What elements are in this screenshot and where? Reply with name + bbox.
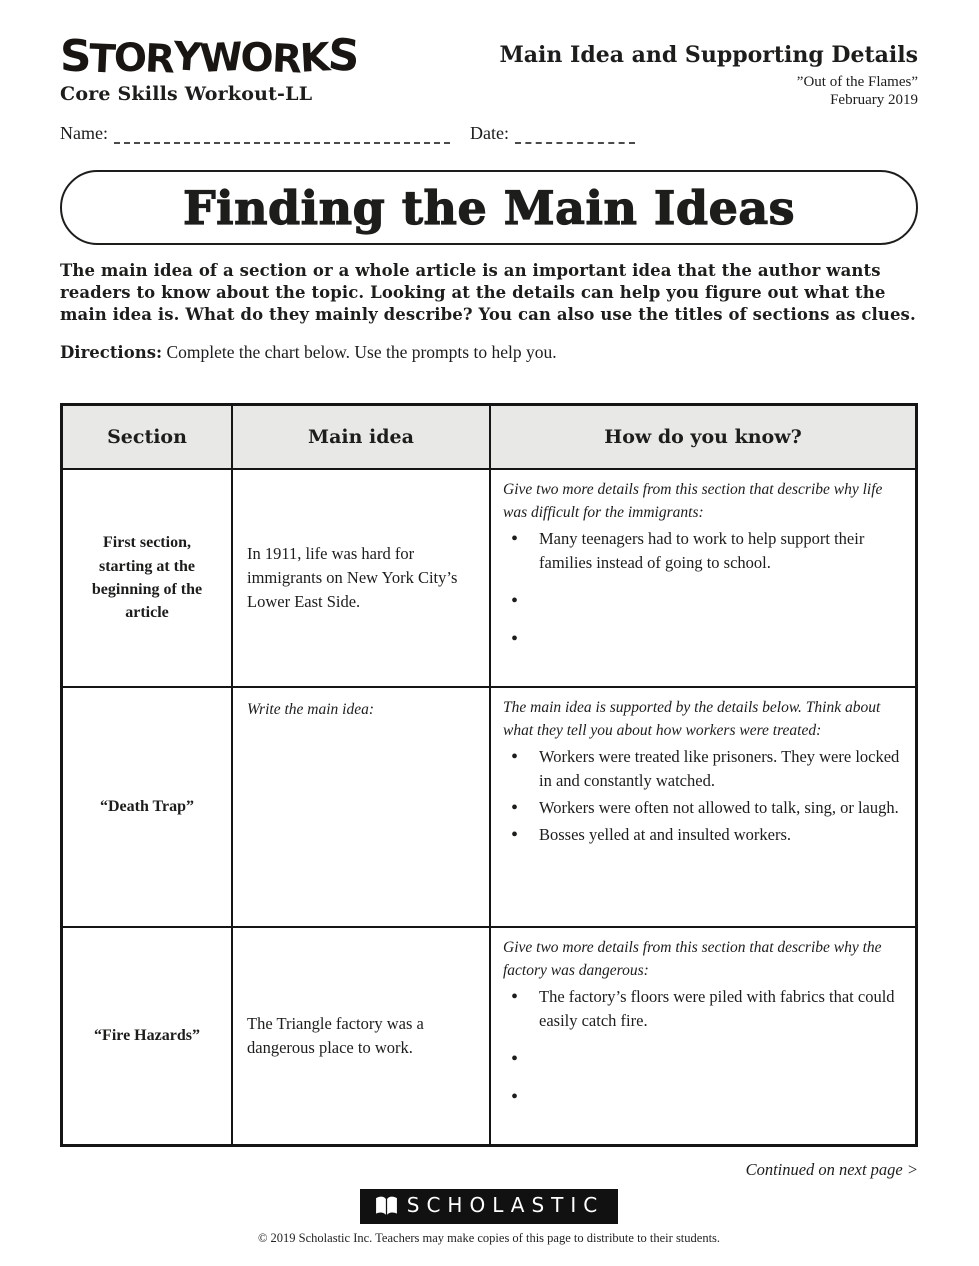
how-know-prompt: The main idea is supported by the details below. Think about what they tell you about how workers were treated: (503, 698, 881, 740)
detail-list (503, 745, 903, 847)
detail-item-blank (503, 1085, 903, 1109)
table-row (63, 468, 915, 686)
header-section: Section (63, 406, 231, 468)
how-know-cell (489, 686, 915, 926)
date-label: Date: (469, 123, 509, 143)
detail-item: • Workers were often not allowed to talk, sing, or laugh. (503, 796, 903, 820)
detail-item: • The factory’s floors were piled with fabrics that could easily catch fire. (503, 985, 903, 1033)
section-cell: “Death Trap” (63, 686, 231, 926)
directions-label: Directions: (60, 342, 163, 362)
main-idea-cell (231, 926, 489, 1144)
continued-note: Continued on next page > (745, 1159, 918, 1179)
detail-item: • Many teenagers had to work to help support their families instead of going to school. (503, 527, 903, 575)
name-label: Name: (60, 123, 108, 143)
table-row (63, 686, 915, 926)
detail-list (503, 527, 903, 651)
main-idea-prompt: Write the main idea: (247, 700, 374, 718)
intro-paragraph: The main idea of a section or a whole article is an important idea that the author wants readers to know about the topic. Looking at the details can help you figure out what the main idea is. What do they mainly describe? You can also use the titles of sections as clues. (60, 261, 916, 324)
brand-block (60, 29, 360, 105)
header-main-idea: Main idea (231, 406, 489, 468)
page-title: Finding the Main Ideas (182, 180, 796, 235)
table-row (63, 926, 915, 1144)
detail-list (503, 985, 903, 1109)
scholastic-wordmark: SCHOLASTIC (406, 1193, 605, 1218)
directions-text: Complete the chart below. Use the prompts to help you. (162, 341, 557, 362)
skill-title: Main Idea and Supporting Details (499, 42, 918, 68)
page-header (60, 29, 918, 110)
directions-line (60, 342, 918, 363)
name-blank-line (114, 122, 450, 144)
workout-subtitle: Core Skills Workout-LL (60, 82, 313, 105)
detail-item-blank (503, 1047, 903, 1071)
section-cell: First section, starting at the beginning of the article (63, 468, 231, 686)
issue-date: February 2019 (830, 92, 918, 109)
article-title: ”Out of the Flames” (796, 73, 918, 90)
header-how-know: How do you know? (489, 406, 915, 468)
table-header-row (63, 406, 915, 468)
section-cell: “Fire Hazards” (63, 926, 231, 1144)
how-know-cell (489, 926, 915, 1144)
detail-item: • Bosses yelled at and insulted workers. (503, 823, 903, 847)
detail-item-blank (503, 627, 903, 651)
detail-item: • Workers were treated like prisoners. They were locked in and constantly watched. (503, 745, 903, 793)
main-idea-table (60, 403, 918, 1147)
open-book-icon (374, 1196, 399, 1217)
name-date-row (60, 122, 918, 144)
main-idea-cell (231, 686, 489, 926)
date-blank-line (515, 122, 635, 144)
how-know-prompt: Give two more details from this section that describe why the factory was dangerous: (503, 938, 882, 980)
issue-block (499, 34, 918, 110)
title-banner (60, 170, 918, 245)
how-know-prompt: Give two more details from this section that describe why life was difficult for the immigrants: (503, 480, 883, 522)
scholastic-logo-wrap (60, 1189, 918, 1224)
scholastic-logo (360, 1189, 619, 1224)
copyright-line: © 2019 Scholastic Inc. Teachers may make copies of this page to distribute to their students. (257, 1230, 721, 1245)
how-know-cell (489, 468, 915, 686)
main-idea-text: In 1911, life was hard for immigrants on New York City’s Lower East Side. (247, 543, 458, 611)
main-idea-text: The Triangle factory was a dangerous place to work. (247, 1013, 424, 1057)
main-idea-cell (231, 468, 489, 686)
detail-item-blank (503, 589, 903, 613)
storyworks-logo: STORYWORKS (60, 29, 360, 83)
